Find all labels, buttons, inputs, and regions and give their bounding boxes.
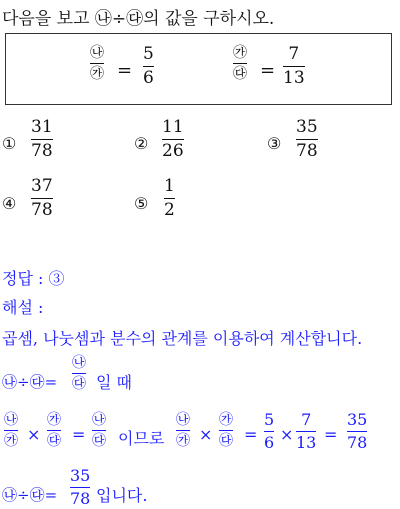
given-eq1-lhs: ㉯ ㉮	[90, 45, 104, 82]
explanation-line2-text: 일 때	[96, 373, 132, 392]
given-eq2-lhs: ㉮ ㉰	[233, 45, 247, 82]
explanation-line4-lhs: ㉯÷㉰=	[2, 486, 58, 504]
option-2-fraction[interactable]: 11 26	[162, 117, 184, 161]
explanation-line3-times2: ×	[199, 425, 213, 444]
explanation-line4-fraction: 35 78	[70, 466, 91, 508]
option-2-mark[interactable]: ②	[134, 134, 149, 153]
option-1-mark[interactable]: ①	[2, 134, 17, 153]
option-1-fraction[interactable]: 31 78	[31, 117, 53, 161]
answer-value: ③	[48, 269, 65, 288]
explanation-label: 해설 :	[2, 298, 44, 317]
explanation-line3-times3: ×	[280, 425, 294, 444]
explanation-line1: 곱셈, 나눗셈과 분수의 관계를 이용하여 계산합니다.	[2, 329, 363, 348]
explanation-line4-text: 입니다.	[96, 486, 148, 505]
option-4-mark[interactable]: ④	[2, 194, 17, 213]
answer-line	[2, 266, 65, 289]
explanation-line3-f: 5 6	[264, 410, 275, 452]
explanation-line3-c: ㉯ ㉰	[92, 412, 106, 449]
option-5-fraction[interactable]: 1 2	[164, 176, 175, 220]
explanation-line2-lhs: ㉯÷㉰=	[2, 373, 58, 391]
option-3-mark[interactable]: ③	[267, 134, 282, 153]
explanation-line3-h: 35 78	[347, 410, 368, 452]
explanation-line3-g: 7 13	[296, 410, 317, 452]
explanation-line3-a: ㉯ ㉮	[4, 412, 18, 449]
explanation-line3-eq3: =	[324, 425, 338, 444]
given-eq1-equals: =	[117, 60, 133, 81]
given-eq1-rhs: 5 6	[143, 44, 154, 88]
explanation-line3-b: ㉮ ㉰	[47, 412, 61, 449]
given-eq2-equals: =	[260, 60, 276, 81]
explanation-line2-fraction: ㉯ ㉰	[72, 355, 86, 392]
question-text: 다음을 보고 ㉯÷㉰의 값을 구하시오.	[2, 9, 275, 29]
given-eq2-rhs: 7 13	[283, 44, 305, 88]
given-box	[5, 33, 392, 105]
explanation-line3-e: ㉮ ㉰	[219, 412, 233, 449]
explanation-line3-d: ㉯ ㉮	[176, 412, 190, 449]
explanation-line3-times1: ×	[27, 425, 41, 444]
answer-label: 정답 :	[2, 269, 44, 288]
option-3-fraction[interactable]: 35 78	[296, 117, 318, 161]
option-4-fraction[interactable]: 37 78	[31, 176, 53, 220]
explanation-line3-eq2: =	[244, 425, 258, 444]
option-5-mark[interactable]: ⑤	[134, 194, 149, 213]
explanation-line3-text: 이므로	[118, 429, 165, 448]
explanation-line3-eq1: =	[72, 425, 86, 444]
